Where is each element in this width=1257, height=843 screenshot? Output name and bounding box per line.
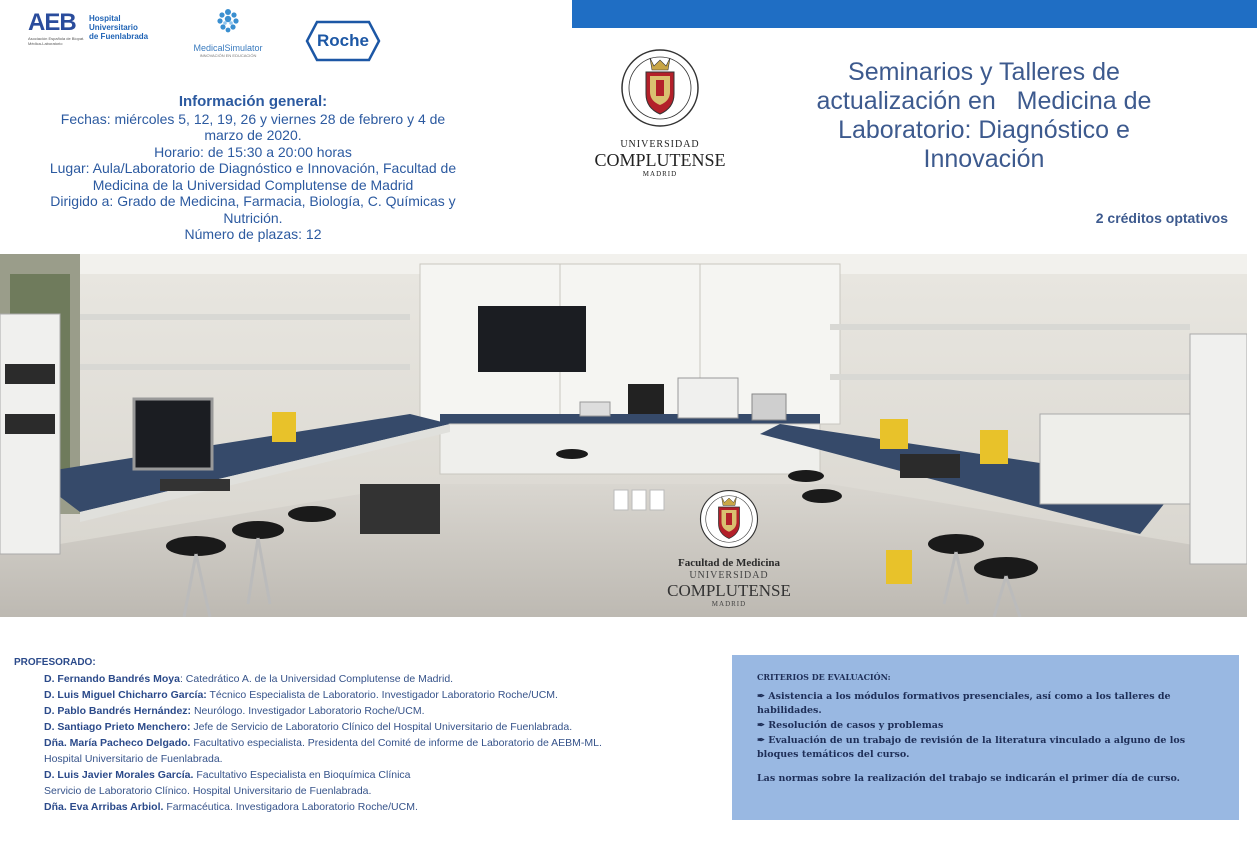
aebm-letters: AEB: [28, 9, 76, 36]
criteria-item: [757, 719, 1197, 733]
info-line: Número de plazas: 12: [184, 226, 322, 242]
top-color-bar: [572, 0, 1257, 28]
aebm-logo: [28, 10, 92, 56]
criteria-item: [757, 734, 1197, 762]
criteria-item-text: Asistencia a los módulos formativos presenciales, así como a los talleres de habilidades.: [757, 691, 1171, 716]
teacher-desc-cont: Hospital Universitario de Fuenlabrada.: [44, 753, 223, 765]
info-line: Horario: de 15:30 a 20:00 horas: [154, 143, 352, 160]
info-title: Información general:: [178, 93, 328, 110]
medical-simulator-name: MedicalSimulator: [193, 43, 263, 53]
roche-logo: [305, 20, 381, 62]
teacher-entry: [44, 735, 724, 751]
profesorado-list: [44, 671, 724, 815]
credits-label: 2 créditos optativos: [1095, 210, 1228, 226]
teacher-name: D. Luis Javier Morales García.: [44, 769, 194, 781]
info-line: Nutrición.: [223, 209, 283, 226]
profesorado-heading: PROFESORADO:: [14, 657, 96, 668]
criteria-note: Las normas sobre la realización del trabajo se indicarán el primer día de curso.: [757, 773, 1180, 784]
teacher-desc-cont: Servicio de Laboratorio Clínico. Hospital Universitario de Fuenlabrada.: [44, 785, 372, 797]
roche-wordmark: Roche: [317, 31, 369, 50]
title-line: Innovación: [923, 145, 1045, 173]
criteria-item: [757, 690, 1197, 718]
faculty-seal-icon: [699, 486, 759, 552]
hospital-line: Universitario: [89, 23, 138, 32]
info-line: marzo de 2020.: [204, 127, 302, 143]
teacher-name: D. Fernando Bandrés Moya: [44, 673, 180, 685]
ucm-seal-icon: [620, 44, 700, 132]
ucm-universidad: UNIVERSIDAD: [620, 139, 700, 150]
hospital-line: Hospital: [89, 14, 121, 23]
teacher-entry: [44, 719, 724, 735]
info-line: Medicina de la Universidad Complutense de Madrid: [92, 176, 414, 193]
teacher-desc: Neurólogo. Investigador Laboratorio Roche/UCM.: [191, 705, 425, 717]
ucm-complutense: COMPLUTENSE: [594, 150, 726, 170]
bullet-icon: ✒: [757, 720, 769, 731]
faculty-name: Facultad de Medicina: [677, 557, 781, 569]
general-info: [22, 94, 484, 243]
info-line: Dirigido a: Grado de Medicina, Farmacia, Biología, C. Químicas y: [50, 193, 456, 209]
ucm-logo: [590, 44, 730, 178]
criteria-item-text: Evaluación de un trabajo de revisión de la literatura vinculado a alguno de los bloques temáticos del curso.: [757, 735, 1186, 760]
teacher-entry: [44, 687, 724, 703]
hospital-name: [89, 14, 179, 41]
teacher-name: D. Luis Miguel Chicharro García:: [44, 689, 207, 701]
title-line: actualización en Medicina de: [816, 87, 1152, 115]
faculty-complutense: COMPLUTENSE: [667, 581, 791, 600]
faculty-logo: [664, 486, 794, 609]
medical-simulator-icon: [213, 6, 243, 36]
teacher-name: D. Santiago Prieto Menchero:: [44, 721, 191, 733]
teacher-desc: : Catedrático A. de la Universidad Complutense de Madrid.: [179, 673, 454, 685]
teacher-entry: [44, 799, 724, 815]
medical-simulator-sub: INNOVACIÓN EN EDUCACIÓN: [199, 53, 257, 58]
info-line: Fechas: miércoles 5, 12, 19, 26 y viernes 28 de febrero y 4 de: [60, 110, 446, 127]
hospital-line: de Fuenlabrada: [89, 32, 149, 41]
criteria-box: [732, 655, 1239, 820]
teacher-name: Dña. María Pacheco Delgado.: [44, 737, 191, 749]
teacher-entry: [44, 767, 724, 783]
ucm-madrid: MADRID: [642, 170, 678, 178]
teacher-desc: Técnico Especialista de Laboratorio. Investigador Laboratorio Roche/UCM.: [206, 689, 558, 701]
faculty-madrid: MADRID: [711, 600, 747, 608]
criteria-item-text: Resolución de casos y problemas: [768, 720, 944, 731]
teacher-desc: Facultativo Especialista en Bioquímica Clínica: [193, 769, 411, 781]
teacher-desc: Facultativo especialista. Presidenta del Comité de informe de Laboratorio de AEBM-ML.: [190, 737, 602, 749]
aebm-subtitle: Asociación Española de Biopat. Médica-Laboratorio: [28, 36, 85, 46]
teacher-desc: Jefe de Servicio de Laboratorio Clínico del Hospital Universitario de Fuenlabrada.: [190, 721, 573, 733]
bullet-icon: ✒: [757, 691, 769, 702]
teacher-entry: [44, 671, 724, 687]
title-line: Laboratorio: Diagnóstico e: [838, 116, 1130, 144]
title-line: Seminarios y Talleres de: [848, 58, 1120, 86]
info-line: Lugar: Aula/Laboratorio de Diagnóstico e Innovación, Facultad de: [49, 160, 457, 176]
bullet-icon: ✒: [757, 735, 769, 746]
teacher-entry: [44, 703, 724, 719]
teacher-desc: Farmacéutica. Investigadora Laboratorio Roche/UCM.: [163, 801, 418, 813]
laboratory-photo: [0, 254, 1247, 617]
criteria-heading: CRITERIOS DE EVALUACIÓN:: [757, 672, 891, 682]
teacher-name: Dña. Eva Arribas Arbiol.: [44, 801, 164, 813]
faculty-universidad: UNIVERSIDAD: [689, 570, 769, 581]
medical-simulator-logo: [186, 6, 270, 62]
page-title: [762, 58, 1206, 174]
teacher-name: D. Pablo Bandrés Hernández:: [44, 705, 192, 717]
